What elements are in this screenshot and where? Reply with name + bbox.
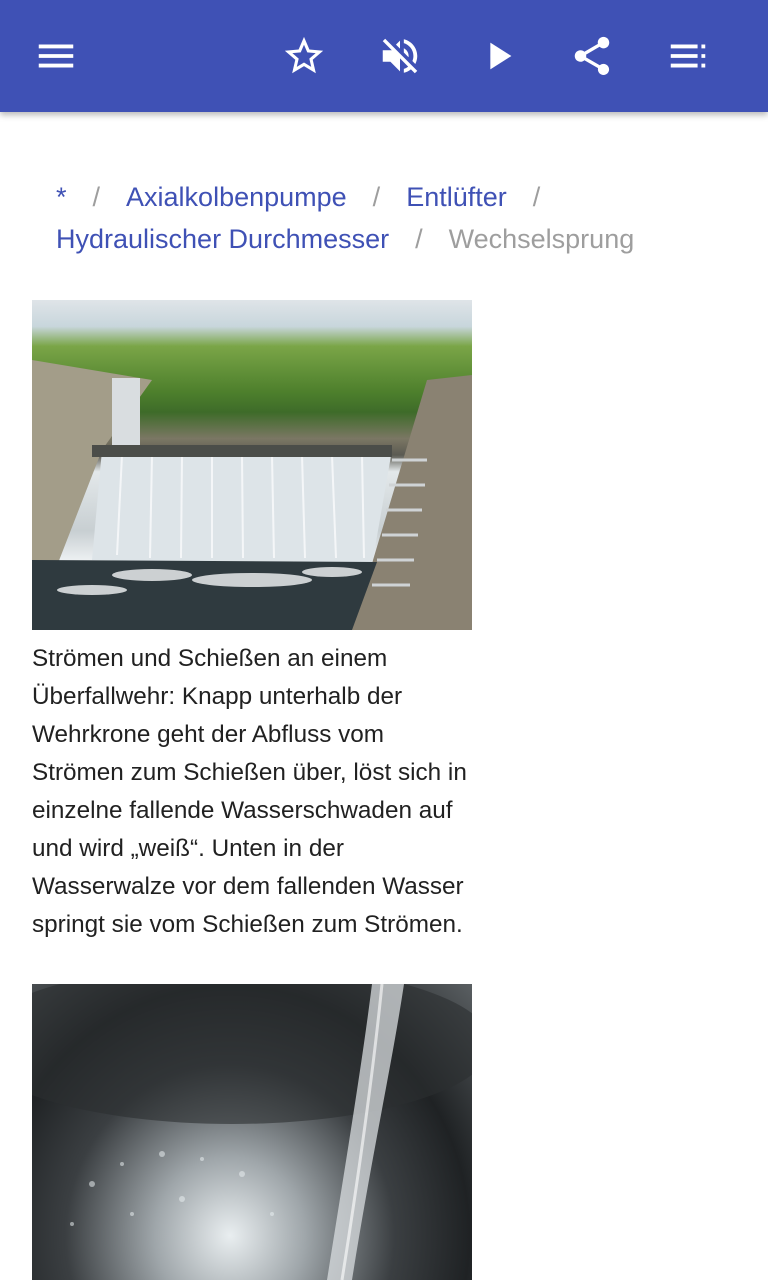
- image-caption: Strömen und Schießen an einem Überfallwehr: Knapp unterhalb der Wehrkrone geht der Abfluss vom Strömen zum Schießen über, löst sich in einzelne fallende Wasserschwaden auf und wird „weiß“. Unten in der Wasserwalze vor dem fallenden Wasser springt sie vom Schießen zum Strömen.: [32, 645, 467, 938]
- play-button[interactable]: [458, 16, 538, 96]
- volume-off-icon: [377, 33, 423, 79]
- breadcrumb-separator: /: [415, 224, 423, 254]
- breadcrumb-current: Wechselsprung: [448, 224, 635, 254]
- menu-icon: [33, 33, 79, 79]
- share-button[interactable]: [552, 16, 632, 96]
- menu-button[interactable]: [16, 16, 96, 96]
- playlist-icon: [665, 33, 711, 79]
- star-outline-icon: [281, 33, 327, 79]
- weir-photo[interactable]: [32, 300, 472, 630]
- app-bar: [0, 0, 768, 112]
- breadcrumb-item-axialkolbenpumpe[interactable]: Axialkolbenpumpe: [126, 182, 347, 212]
- breadcrumb-separator: /: [372, 182, 381, 212]
- breadcrumb-item-entluefter[interactable]: Entlüfter: [406, 182, 507, 212]
- weir-illustration: [32, 300, 472, 630]
- play-icon: [475, 33, 521, 79]
- breadcrumb: [56, 176, 736, 260]
- breadcrumb-item-home[interactable]: *: [56, 182, 67, 212]
- pot-illustration: [32, 984, 472, 1280]
- breadcrumb-item-hydraulischer-durchmesser[interactable]: Hydraulischer Durchmesser: [56, 224, 390, 254]
- pot-photo[interactable]: [32, 984, 472, 1280]
- contents-button[interactable]: [648, 16, 728, 96]
- mute-button[interactable]: [360, 16, 440, 96]
- favorite-button[interactable]: [264, 16, 344, 96]
- share-icon: [569, 33, 615, 79]
- breadcrumb-separator: /: [532, 182, 541, 212]
- breadcrumb-separator: /: [92, 182, 101, 212]
